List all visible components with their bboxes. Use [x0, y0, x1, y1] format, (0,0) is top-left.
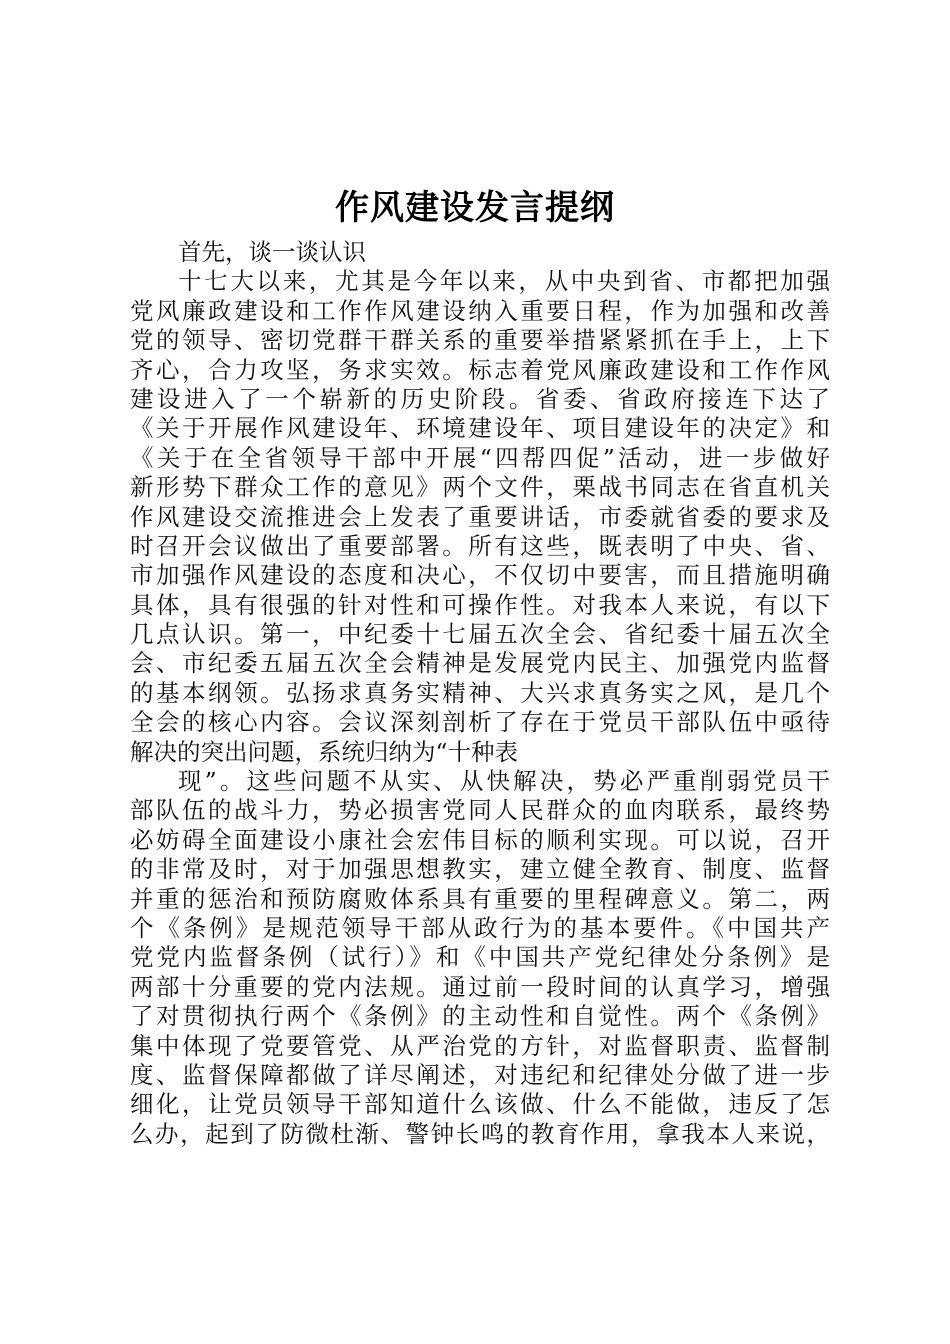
document-body — [130, 238, 830, 1149]
body-line: 部队伍的战斗力，势必损害党同人民群众的血肉联系，最终势 — [130, 796, 830, 825]
body-line: 市加强作风建设的态度和决心，不仅切中要害，而且措施明确 — [130, 561, 830, 590]
body-line: 党党内监督条例（试行）》和《中国共产党纪律处分条例》是 — [130, 943, 830, 972]
body-line: 时召开会议做出了重要部署。所有这些，既表明了中央、省、 — [130, 531, 830, 560]
body-line: 个《条例》是规范领导干部从政行为的基本要件。《中国共产 — [130, 913, 830, 942]
body-line: 解决的突出问题，系统归纳为“十种表 — [130, 737, 519, 766]
body-line: 必妨碍全面建设小康社会宏伟目标的顺利实现。可以说，召开 — [130, 825, 830, 854]
body-line: 的非常及时，对于加强思想教实，建立健全教育、制度、监督 — [130, 855, 830, 884]
body-line: 十七大以来，尤其是今年以来，从中央到省、市都把加强 — [178, 267, 830, 296]
body-line: 党的领导、密切党群干群关系的重要举措紧紧抓在手上，上下 — [130, 326, 830, 355]
body-line: 齐心，合力攻坚，务求实效。标志着党风廉政建设和工作作风 — [130, 355, 830, 384]
body-line: 新形势下群众工作的意见》两个文件，栗战书同志在省直机关 — [130, 473, 830, 502]
body-line: 首先，谈一谈认识 — [178, 238, 366, 266]
body-line: 的基本纲领。弘扬求真务实精神、大兴求真务实之风，是几个 — [130, 678, 830, 707]
body-line: 会、市纪委五届五次全会精神是发展党内民主、加强党内监督 — [130, 649, 830, 678]
body-line: 现”。这些问题不从实、从快解决，势必严重削弱党员干 — [178, 767, 830, 796]
body-line: 两部十分重要的党内法规。通过前一段时间的认真学习，增强 — [130, 972, 830, 1001]
body-line: 么办，起到了防微杜渐、警钟长鸣的教育作用，拿我本人来说， — [130, 1119, 830, 1148]
body-line: 度、监督保障都做了详尽阐述，对违纪和纪律处分做了进一步 — [130, 1060, 830, 1089]
body-line: 具体，具有很强的针对性和可操作性。对我本人来说，有以下 — [130, 590, 830, 619]
body-line: 了对贯彻执行两个《条例》的主动性和自觉性。两个《条例》 — [130, 1002, 830, 1031]
body-line: 党风廉政建设和工作作风建设纳入重要日程，作为加强和改善 — [130, 296, 830, 325]
body-line: 全会的核心内容。会议深刻剖析了存在于党员干部队伍中亟待 — [130, 708, 830, 737]
body-line: 《关于在全省领导干部中开展“四帮四促”活动，进一步做好 — [130, 443, 830, 472]
body-line: 几点认识。第一，中纪委十七届五次全会、省纪委十届五次全 — [130, 620, 830, 649]
body-line: 《关于开展作风建设年、环境建设年、项目建设年的决定》和 — [130, 414, 830, 443]
document-title: 作风建设发言提纲 — [335, 188, 615, 228]
body-line: 集中体现了党要管党、从严治党的方针，对监督职责、监督制 — [130, 1031, 830, 1060]
body-line: 作风建设交流推进会上发表了重要讲话，市委就省委的要求及 — [130, 502, 830, 531]
body-line: 细化，让党员领导干部知道什么该做、什么不能做，违反了怎 — [130, 1090, 830, 1119]
body-line: 建设进入了一个崭新的历史阶段。省委、省政府接连下达了 — [130, 384, 830, 413]
body-line: 并重的惩治和预防腐败体系具有重要的里程碑意义。第二，两 — [130, 884, 830, 913]
